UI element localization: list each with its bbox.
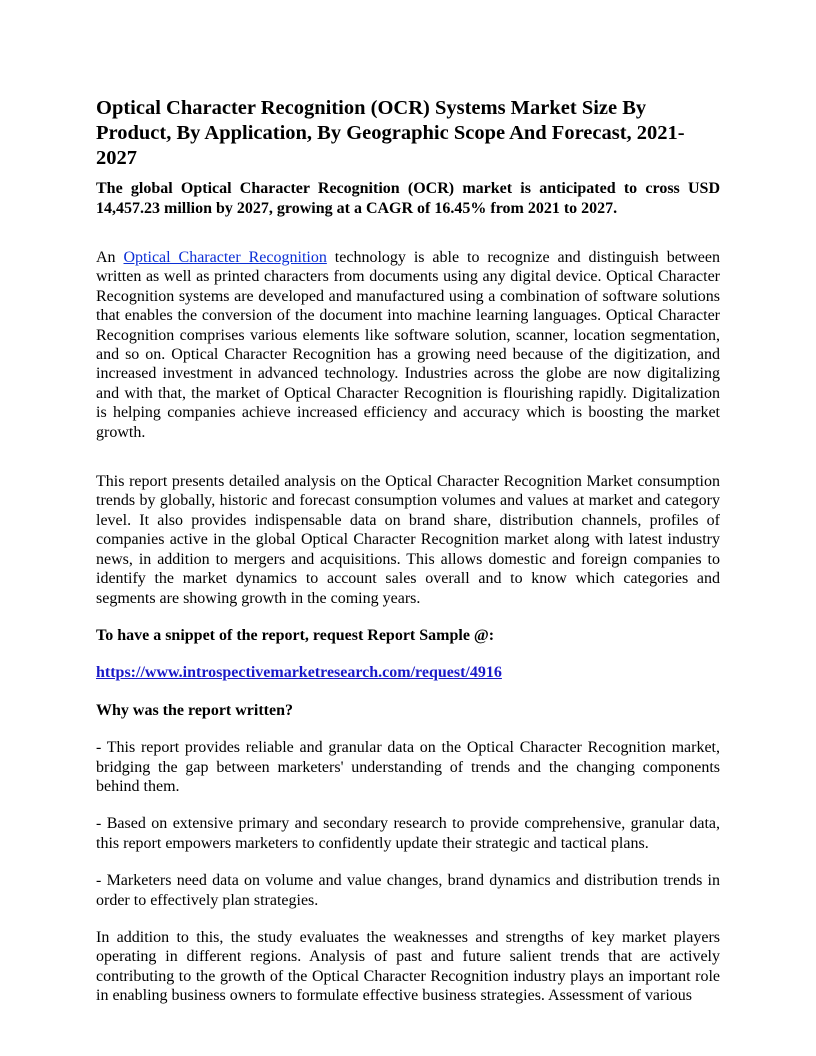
spacer: [96, 683, 720, 701]
spacer: [96, 910, 720, 928]
spacer: [96, 442, 720, 472]
bullet-item: - Marketers need data on volume and value changes, brand dynamics and distribution trends in order to effectively plan strategies.: [96, 872, 720, 909]
sample-heading: To have a snippet of the report, request Report Sample @:: [96, 626, 495, 644]
document-subtitle: The global Optical Character Recognition (OCR) market is anticipated to cross USD 14,457.23 million by 2027, growing at a CAGR of 16.45% from 2021 to 2027.: [96, 180, 720, 217]
report-paragraph: This report presents detailed analysis on the Optical Character Recognition Market consumption trends by globally, historic and forecast consumption volumes and values at market and category level. It also provides indispensable data on brand share, distribution channels, profiles of companies active in the global Optical Character Recognition market along with latest industry news, in addition to mergers and acquisitions. This allows domestic and foreign companies to identify the market dynamics to account sales overall and to know which categories and segments are showing growth in the coming years.: [96, 473, 720, 607]
sample-link-line: [96, 663, 720, 682]
intro-paragraph: [96, 248, 720, 442]
intro-rest: technology is able to recognize and distinguish between written as well as printed characters from documents using any digital device. Optical Character Recognition systems are developed and manufactured using a combination of software solutions that enables the conversion of the document into machine learning languages. Optical Character Recognition comprises various elements like software solution, scanner, location segmentation, and so on. Optical Character Recognition has a growing need because of the digitization, and increased investment in advanced technology. Industries across the globe are now digitalizing and with that, the market of Optical Character Recognition is flourishing rapidly. Digitalization is helping companies achieve increased efficiency and accuracy which is boosting the market growth.: [96, 249, 721, 441]
sample-request-link[interactable]: https://www.introspectivemarketresearch.com/request/4916: [96, 664, 502, 682]
bullet-item: - This report provides reliable and granular data on the Optical Character Recognition market, bridging the gap between marketers' understanding of trends and the changing components behind them.: [96, 739, 720, 795]
spacer: [96, 853, 720, 871]
why-heading: Why was the report written?: [96, 701, 294, 719]
spacer: [96, 645, 720, 663]
closing-paragraph: In addition to this, the study evaluates the weaknesses and strengths of key market players operating in different regions. Analysis of past and future salient trends that are actively contributing to the growth of the Optical Character Recognition industry plays an important role in enabling business owners to formulate effective business strategies. Assessment of various: [96, 928, 720, 1005]
ocr-link[interactable]: Optical Character Recognition: [123, 249, 327, 266]
document-page: [96, 96, 720, 1006]
bullet-item: - Based on extensive primary and secondary research to provide comprehensive, granular data, this report empowers marketers to confidently update their strategic and tactical plans.: [96, 815, 720, 852]
document-title: Optical Character Recognition (OCR) Systems Market Size By Product, By Application, By Geographic Scope And Forecast, 2021-2027: [96, 97, 685, 169]
spacer: [96, 608, 720, 626]
spacer: [96, 796, 720, 814]
intro-prefix: An: [96, 249, 124, 266]
spacer: [96, 720, 720, 738]
